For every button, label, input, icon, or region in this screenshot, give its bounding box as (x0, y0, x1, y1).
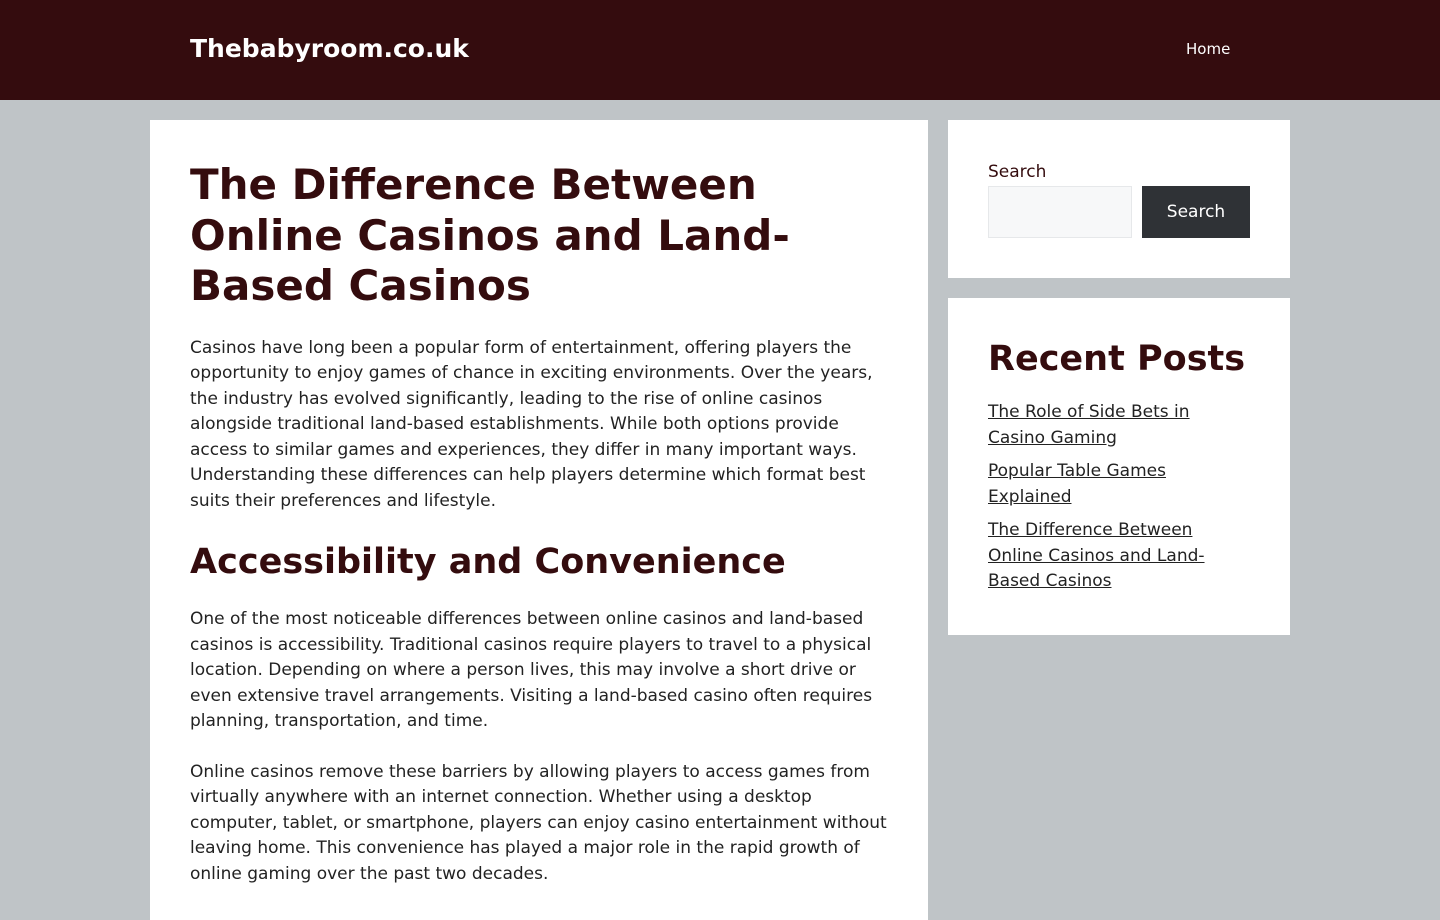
recent-posts-list (988, 400, 1250, 595)
article-card (150, 120, 928, 920)
search-label: Search (988, 162, 1047, 182)
site-title-link[interactable]: Thebabyroom.co.uk (190, 34, 469, 63)
nav-item-home[interactable]: Home (1186, 40, 1231, 58)
recent-posts-widget (948, 298, 1290, 635)
list-item (988, 400, 1228, 451)
recent-post-link[interactable]: The Role of Side Bets in Casino Gaming (988, 402, 1190, 448)
search-button[interactable]: Search (1142, 186, 1250, 238)
search-input[interactable] (988, 186, 1132, 238)
site-header (0, 0, 1440, 100)
article-paragraph: One of the most noticeable differences between online casinos and land-based casinos is accessibility. Traditional casinos require players to travel to a physical location. Depending on where a person lives, this may involve a short drive or even extensive travel arrangements. Visiting a land-based casino often requires planning, transportation, and time. (190, 609, 873, 731)
article-paragraph: Online casinos remove these barriers by allowing players to access games from virtually anywhere with an internet connection. Whether using a desktop computer, tablet, or smartphone, players can enjoy casino entertainment without leaving home. This convenience has played a major role in the rapid growth of online gaming over the past two decades. (190, 761, 887, 884)
recent-post-link[interactable]: Popular Table Games Explained (988, 461, 1166, 507)
article-intro-paragraph: Casinos have long been a popular form of entertainment, offering players the opportunity to enjoy games of chance in exciting environments. Over the years, the industry has evolved significantly, leading to the rise of online casinos alongside traditional land-based establishments. While both options provide access to similar games and experiences, they differ in many important ways. Understanding these differences can help players determine which format best suits their preferences and lifestyle. (190, 337, 873, 511)
section-heading-accessibility: Accessibility and Convenience (190, 542, 786, 582)
list-item (988, 459, 1228, 510)
recent-post-link[interactable]: The Difference Between Online Casinos and Land-Based Casinos (988, 520, 1205, 591)
search-widget (948, 120, 1290, 278)
list-item (988, 518, 1228, 595)
article-title: The Difference Between Online Casinos and Land-Based Casinos (190, 160, 790, 310)
recent-posts-title: Recent Posts (988, 339, 1246, 379)
